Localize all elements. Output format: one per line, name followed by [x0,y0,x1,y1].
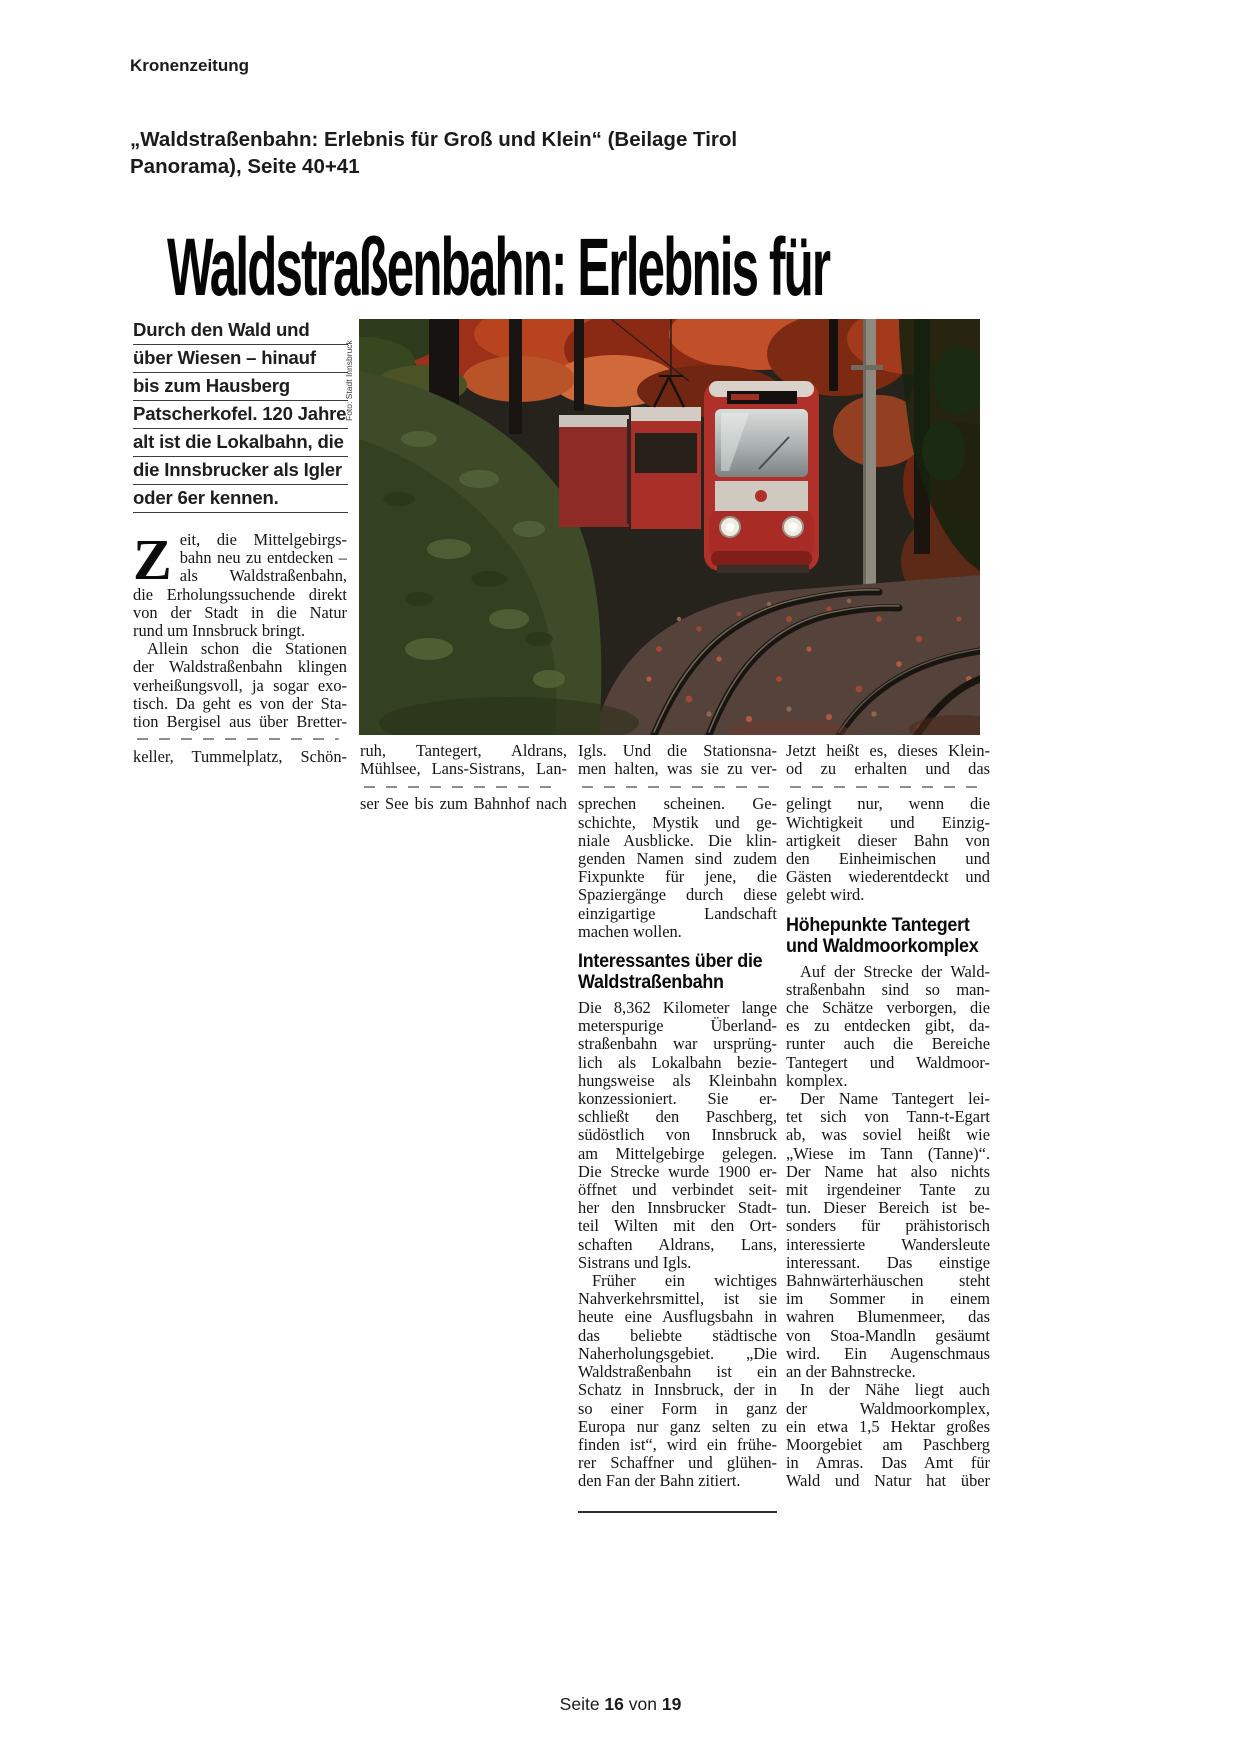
article-column-3 [578,742,777,1513]
text-line: Bahnwärterhäuschen steht [786,1271,990,1291]
text-line: che Schätze verborgen, die [786,998,990,1018]
text-line: öffnet und verbindet seit- [578,1180,777,1200]
text-line: schaften Aldrans, Lans, [578,1234,777,1254]
text-line: von der Stadt in die Natur [133,602,347,622]
text-line: Fixpunkte für jene, die [578,867,777,887]
tram-forest-illustration [359,319,980,735]
text-line: ein etwa 1,5 Hektar großes [786,1416,990,1436]
text-line [362,781,565,790]
text-line [580,781,775,790]
text-line: im Sommer in einem [786,1289,990,1309]
article-end-rule [578,1511,777,1513]
text-line: men halten, was sie zu ver- [578,759,777,779]
text-line: interessierte Wandersleute [786,1234,990,1254]
text-line: hungsweise als Kleinbahn [578,1070,777,1090]
text-line: als Waldstraßenbahn, [179,566,347,586]
text-line: genden Namen sind zudem [578,849,777,869]
text-line: einzigartige Landschaft [578,903,777,923]
text-line: tisch. Da geht es von der Sta- [133,693,347,713]
text-line: mit irgendeiner Tante zu [786,1180,990,1200]
article-column-2 [360,742,567,814]
text-line: ser See bis zum Bahnhof nach [360,794,567,814]
column-3-text-a [578,742,777,941]
footer-total-pages: 19 [661,1694,682,1714]
text-line: meterspurige Überland- [578,1016,777,1036]
text-line: machen wollen. [578,921,682,941]
document-title [130,126,950,180]
page-footer [0,1694,1241,1715]
text-line: alt ist die Lokalbahn, die [133,429,348,457]
text-line: Naherholungsgebiet. „Die [578,1343,777,1363]
subhead-interessantes [578,951,777,993]
text-line: über Wiesen – hinauf [133,345,348,373]
text-line: sonders für prähistorisch [786,1216,990,1236]
text-line: Waldstraßenbahn ist ein [578,1362,777,1382]
text-line: Auf der Strecke der Wald- [800,961,990,981]
text-line: rund um Innsbruck bringt. [133,621,306,641]
text-line: Schatz in Innsbruck, der in [578,1380,777,1400]
text-line: gelingt nur, wenn die [786,794,990,814]
text-line: den Fan der Bahn zitiert. [578,1471,741,1491]
text-line: Waldstraßenbahn [578,971,724,994]
text-line: Gästen wiederentdeckt und [786,867,990,887]
text-line: Moorgebiet am Paschberg [786,1434,990,1454]
text-line [135,734,345,743]
text-line: von Stoa-Mandln gesäumt [786,1325,990,1345]
column-2-text [360,742,567,814]
text-line: tet sich von Tann-t-Egart [786,1107,990,1127]
text-line: schließt den Paschberg, [578,1107,777,1127]
text-line: Wichtigkeit und Einzig- [786,812,990,832]
text-line: schichte, Mystik und ge- [578,812,777,832]
text-line: Tantegert und Waldmoor- [786,1052,990,1072]
text-line: wird. Ein Augenschmaus [786,1343,990,1363]
text-line: es zu entdecken gibt, da- [786,1016,990,1036]
text-line: eit, die Mittelgebirgs- [179,530,347,549]
text-line: Wald und Natur hat über [786,1471,990,1491]
text-line: Jetzt heißt es, dieses Klein- [786,741,990,760]
subhead-hoehepunkte [786,915,990,957]
source-name: Kronenzeitung [130,56,249,75]
text-line: „Wiese im Tann (Tanne)“. [786,1143,990,1163]
text-line: den Einheimischen und [786,849,990,869]
text-line: Igls. Und die Stationsna- [578,741,777,760]
text-line: bahn neu zu entdecken – [179,548,347,568]
text-line: Der Name Tantegert lei- [800,1089,990,1109]
column-3-text-b [578,999,777,1490]
text-line: und Waldmoorkomplex [786,934,979,957]
text-line: Durch den Wald und [133,317,348,345]
text-line: straßenbahn war ursprüng- [578,1034,777,1054]
text-line: tion Bergisel aus über Bretter- [133,712,347,732]
text-line: verheißungsvoll, ja sogar exo- [133,675,347,695]
text-line: am Mittelgebirge gelegen. [578,1143,777,1163]
text-line: an der Bahnstrecke. [786,1362,916,1382]
text-line: komplex. [786,1070,848,1090]
article-headline: Waldstraßenbahn: Erlebnis für [167,222,830,313]
article-photo [359,319,980,735]
footer-label-von: von [623,1694,662,1714]
text-line: oder 6er kennen. [133,485,348,513]
text-line: der Waldstraßenbahn klingen [133,657,347,677]
text-line: in Amras. Das Amt für [786,1453,990,1473]
text-line: ab, was soviel heißt wie [786,1125,990,1145]
article-column-1 [133,527,347,767]
text-line: Nahverkehrsmittel, ist sie [578,1289,777,1309]
text-line: konzessioniert. Sie er- [578,1089,777,1109]
text-line: Patscherkofel. 120 Jahre [133,401,348,429]
text-line: Panorama), Seite 40+41 [130,155,360,178]
text-line: rer Schaffner und glühen- [578,1453,777,1473]
text-line: das beliebte städtische [578,1325,777,1345]
text-line: der Waldmoorkomplex, [786,1398,990,1418]
text-line: Die 8,362 Kilometer lange [578,998,777,1018]
text-line: runter auch die Bereiche [786,1034,990,1054]
text-line: bis zum Hausberg [133,373,348,401]
text-line: Mühlsee, Lans-Sistrans, Lan- [360,759,567,779]
article-lead [133,317,348,513]
text-line: lich als Lokalbahn bezie- [578,1052,777,1072]
text-line: südöstlich von Innsbruck [578,1125,777,1145]
footer-page-number: 16 [604,1694,624,1714]
text-line: her den Innsbrucker Stadt- [578,1198,777,1218]
column-4-text-a [786,742,990,905]
text-line: gelebt wird. [786,885,865,905]
text-line: finden ist“, wird ein frühe- [578,1434,777,1454]
text-line: Allein schon die Stationen [147,639,347,659]
text-line: Europa nur ganz selten zu [578,1416,777,1436]
text-line: interessant. Das einstige [786,1252,990,1272]
footer-label-seite: Seite [559,1694,605,1714]
text-line: Der Name hat also nichts [786,1161,990,1181]
text-line: artigkeit dieser Bahn von [786,830,990,850]
text-line: die Innsbrucker als Igler [133,457,348,485]
text-line: straßenbahn sind so man- [786,979,990,999]
text-line: od zu erhalten und das [786,759,990,779]
text-line: Interessantes über die [578,950,763,973]
column-4-text-b [786,963,990,1491]
article-column-4 [786,742,990,1491]
text-line: wahren Blumenmeer, das [786,1307,990,1327]
text-line: Sistrans und Igls. [578,1252,692,1272]
text-line: Spaziergänge durch diese [578,885,777,905]
text-line: die Erholungssuchende direkt [133,584,347,604]
text-line: heute eine Ausflugsbahn in [578,1307,777,1327]
text-line: In der Nähe liegt auch [800,1380,990,1400]
drop-cap: Z [133,527,172,592]
text-line: teil Wilten mit den Ort- [578,1216,777,1236]
text-line: Früher ein wichtiges [592,1271,777,1291]
text-line: Höhepunkte Tantegert [786,913,970,936]
text-line: niale Ausblicke. Die klin- [578,830,777,850]
text-line [788,781,988,790]
text-line: „Waldstraßenbahn: Erlebnis für Groß und Klein“ (Beilage Tirol [130,128,738,151]
text-line: sprechen scheinen. Ge- [578,794,777,814]
text-line: so einer Form in ganz [578,1398,777,1418]
text-line: ruh, Tantegert, Aldrans, [360,741,567,760]
text-line: Die Strecke wurde 1900 er- [578,1161,777,1181]
photo-credit: Foto: Stadt Innsbruck [344,340,354,421]
text-line: tun. Dieser Bereich ist be- [786,1198,990,1218]
text-line: keller, Tummelplatz, Schön- [133,747,347,767]
